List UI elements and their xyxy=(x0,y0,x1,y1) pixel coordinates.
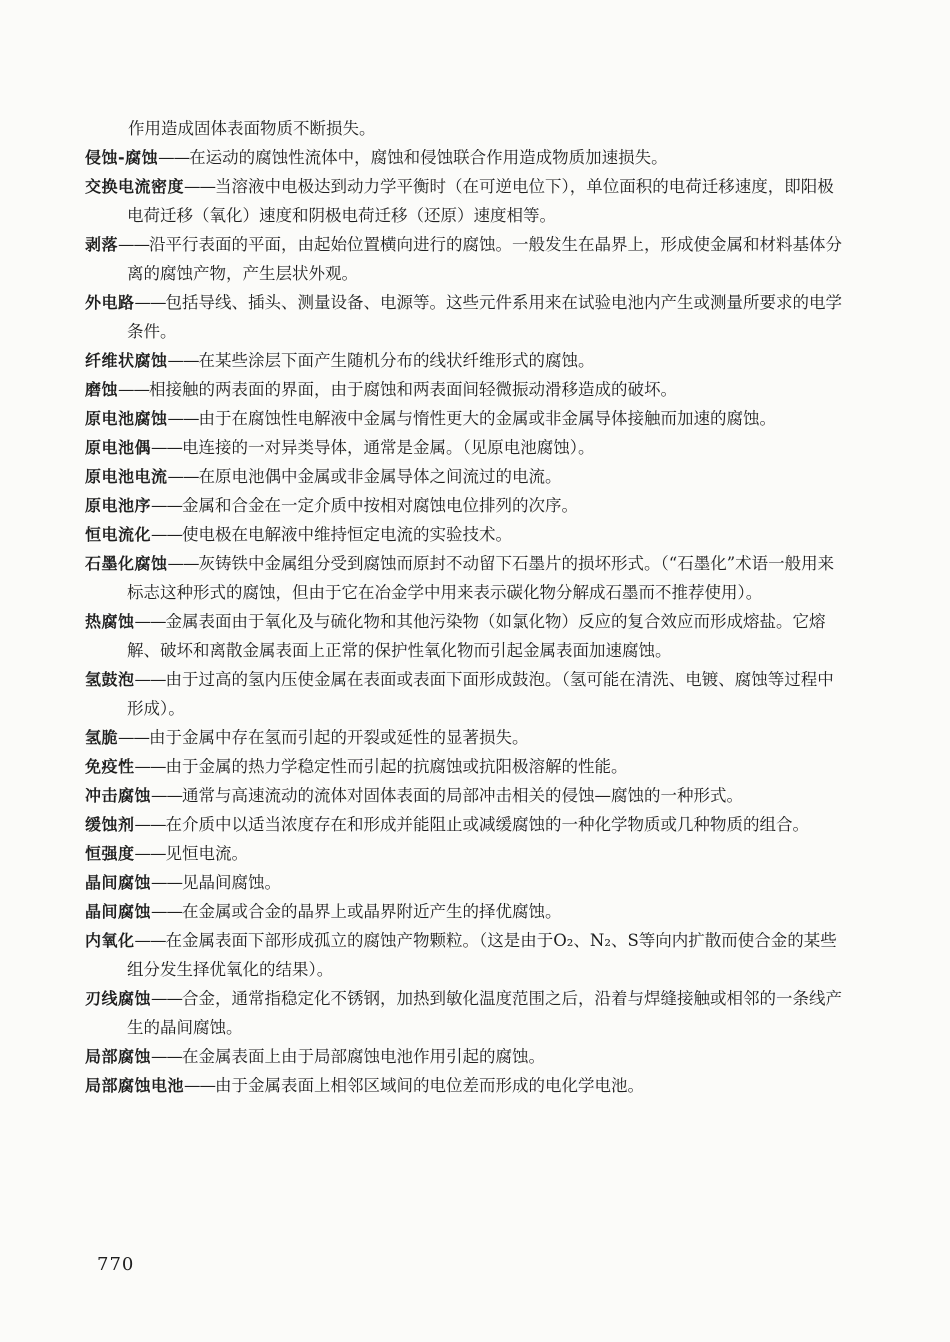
em-dash-separator: —— xyxy=(158,148,190,167)
glossary-entry xyxy=(85,839,847,868)
glossary-term: 石墨化腐蚀 xyxy=(85,554,168,573)
glossary-term: 交换电流密度 xyxy=(85,177,185,196)
glossary-term: 原电池腐蚀 xyxy=(85,409,168,428)
glossary-term: 免疫性 xyxy=(85,757,135,776)
glossary-definition: 在原电池偶中金属或非金属导体之间流过的电流。 xyxy=(198,467,562,486)
em-dash-separator: —— xyxy=(151,786,183,805)
glossary-term: 热腐蚀 xyxy=(85,612,135,631)
glossary-term: 原电池电流 xyxy=(85,467,168,486)
glossary-list xyxy=(85,143,847,1100)
glossary-entry xyxy=(85,607,847,665)
glossary-entry xyxy=(85,665,847,723)
glossary-definition: 相接触的两表面的界面，由于腐蚀和两表面间轻微振动滑移造成的破坏。 xyxy=(149,380,678,399)
em-dash-separator: —— xyxy=(151,873,183,892)
em-dash-separator: —— xyxy=(151,902,183,921)
em-dash-separator: —— xyxy=(151,496,183,515)
glossary-definition: 沿平行表面的平面，由起始位置横向进行的腐蚀。一般发生在晶界上，形成使金属和材料基体分离的腐蚀产物，产生层状外观。 xyxy=(127,235,843,283)
glossary-entry xyxy=(85,723,847,752)
glossary-term: 氢脆 xyxy=(85,728,119,747)
glossary-entry xyxy=(85,1042,847,1071)
glossary-term: 恒强度 xyxy=(85,844,135,863)
glossary-definition: 见恒电流。 xyxy=(165,844,249,863)
glossary-entry xyxy=(85,288,847,346)
em-dash-separator: —— xyxy=(118,235,150,254)
glossary-definition: 由于金属的热力学稳定性而引起的抗腐蚀或抗阳极溶解的性能。 xyxy=(165,757,628,776)
glossary-definition: 使电极在电解液中维持恒定电流的实验技术。 xyxy=(182,525,513,544)
glossary-entry xyxy=(85,230,847,288)
em-dash-separator: —— xyxy=(151,438,183,457)
glossary-entry xyxy=(85,491,847,520)
glossary-definition: 由于在腐蚀性电解液中金属与惰性更大的金属或非金属导体接触而加速的腐蚀。 xyxy=(198,409,777,428)
glossary-term: 外电路 xyxy=(85,293,135,312)
glossary-entry xyxy=(85,172,847,230)
glossary-definition: 由于金属表面上相邻区域间的电位差而形成的电化学电池。 xyxy=(215,1076,645,1095)
page-number: 770 xyxy=(97,1254,135,1275)
glossary-entry xyxy=(85,549,847,607)
glossary-entry xyxy=(85,781,847,810)
glossary-definition: 电连接的一对异类导体，通常是金属。（见原电池腐蚀）。 xyxy=(182,438,595,457)
glossary-definition: 包括导线、插头、测量设备、电源等。这些元件系用来在试验电池内产生或测量所要求的电学条件。 xyxy=(127,293,843,341)
glossary-definition: 金属表面由于氧化及与硫化物和其他污染物（如氯化物）反应的复合效应而形成熔盐。它熔解、破坏和离散金属表面上正常的保护性氧化物而引起金属表面加速腐蚀。 xyxy=(127,612,826,660)
glossary-definition: 在某些涂层下面产生随机分布的线状纤维形式的腐蚀。 xyxy=(198,351,595,370)
em-dash-separator: —— xyxy=(151,525,183,544)
glossary-entry xyxy=(85,1071,847,1100)
glossary-entry xyxy=(85,810,847,839)
em-dash-separator: —— xyxy=(151,989,183,1008)
glossary-definition: 在金属表面上由于局部腐蚀电池作用引起的腐蚀。 xyxy=(182,1047,546,1066)
glossary-entry xyxy=(85,868,847,897)
glossary-definition: 在介质中以适当浓度存在和形成并能阻止或减缓腐蚀的一种化学物质或几种物质的组合。 xyxy=(165,815,810,834)
glossary-term: 刃线腐蚀 xyxy=(85,989,152,1008)
glossary-entry xyxy=(85,346,847,375)
glossary-term: 缓蚀剂 xyxy=(85,815,135,834)
glossary-term: 纤维状腐蚀 xyxy=(85,351,168,370)
em-dash-separator: —— xyxy=(134,670,166,689)
em-dash-separator: —— xyxy=(167,554,199,573)
glossary-definition: 由于过高的氢内压使金属在表面或表面下面形成鼓泡。（氢可能在清洗、电镀、腐蚀等过程中形成）。 xyxy=(127,670,834,718)
em-dash-separator: —— xyxy=(184,1076,216,1095)
glossary-term: 局部腐蚀 xyxy=(85,1047,152,1066)
glossary-definition: 当溶液中电极达到动力学平衡时（在可逆电位下），单位面积的电荷迁移速度，即阳极电荷迁移（氧化）速度和阴极电荷迁移（还原）速度相等。 xyxy=(127,177,834,225)
glossary-term: 晶间腐蚀 xyxy=(85,902,152,921)
glossary-entry xyxy=(85,143,847,172)
em-dash-separator: —— xyxy=(167,467,199,486)
glossary-term: 晶间腐蚀 xyxy=(85,873,152,892)
glossary-term: 恒电流化 xyxy=(85,525,152,544)
em-dash-separator: —— xyxy=(118,380,150,399)
glossary-entry xyxy=(85,926,847,984)
em-dash-separator: —— xyxy=(134,757,166,776)
glossary-definition: 在金属或合金的晶界上或晶界附近产生的择优腐蚀。 xyxy=(182,902,562,921)
glossary-entry xyxy=(85,752,847,781)
em-dash-separator: —— xyxy=(134,815,166,834)
glossary-term: 局部腐蚀电池 xyxy=(85,1076,185,1095)
glossary-term: 磨蚀 xyxy=(85,380,119,399)
glossary-definition: 灰铸铁中金属组分受到腐蚀而原封不动留下石墨片的损坏形式。（“石墨化”术语一般用来标志这种形式的腐蚀，但由于它在冶金学中用来表示碳化物分解成石墨而不推荐使用）。 xyxy=(127,554,835,602)
em-dash-separator: —— xyxy=(167,351,199,370)
em-dash-separator: —— xyxy=(184,177,216,196)
glossary-entry xyxy=(85,897,847,926)
em-dash-separator: —— xyxy=(151,1047,183,1066)
em-dash-separator: —— xyxy=(118,728,150,747)
glossary-entry xyxy=(85,375,847,404)
glossary-term: 剥落 xyxy=(85,235,119,254)
glossary-term: 原电池偶 xyxy=(85,438,152,457)
em-dash-separator: —— xyxy=(134,931,166,950)
glossary-entry xyxy=(85,984,847,1042)
em-dash-separator: —— xyxy=(134,293,166,312)
glossary-term: 冲击腐蚀 xyxy=(85,786,152,805)
glossary-definition: 由于金属中存在氢而引起的开裂或延性的显著损失。 xyxy=(149,728,529,747)
em-dash-separator: —— xyxy=(167,409,199,428)
glossary-entry xyxy=(85,520,847,549)
glossary-term: 氢鼓泡 xyxy=(85,670,135,689)
em-dash-separator: —— xyxy=(134,844,166,863)
glossary-definition: 在金属表面下部形成孤立的腐蚀产物颗粒。（这是由于O₂、N₂、S等向内扩散而使合金的某些组分发生择优氧化的结果）。 xyxy=(127,931,837,979)
glossary-definition: 见晶间腐蚀。 xyxy=(182,873,282,892)
glossary-definition: 在运动的腐蚀性流体中，腐蚀和侵蚀联合作用造成物质加速损失。 xyxy=(189,148,668,167)
glossary-term: 内氧化 xyxy=(85,931,135,950)
glossary-definition: 合金，通常指稳定化不锈钢，加热到敏化温度范围之后，沿着与焊缝接触或相邻的一条线产生的晶间腐蚀。 xyxy=(127,989,843,1037)
glossary-term: 侵蚀-腐蚀 xyxy=(85,148,159,167)
continuation-text: 作用造成固体表面物质不断损失。 xyxy=(128,119,376,138)
glossary-definition: 通常与高速流动的流体对固体表面的局部冲击相关的侵蚀—腐蚀的一种形式。 xyxy=(182,786,744,805)
glossary-definition: 金属和合金在一定介质中按相对腐蚀电位排列的次序。 xyxy=(182,496,579,515)
glossary-term: 原电池序 xyxy=(85,496,152,515)
em-dash-separator: —— xyxy=(134,612,166,631)
glossary-entry xyxy=(85,404,847,433)
glossary-entry xyxy=(85,433,847,462)
glossary-entry xyxy=(85,462,847,491)
